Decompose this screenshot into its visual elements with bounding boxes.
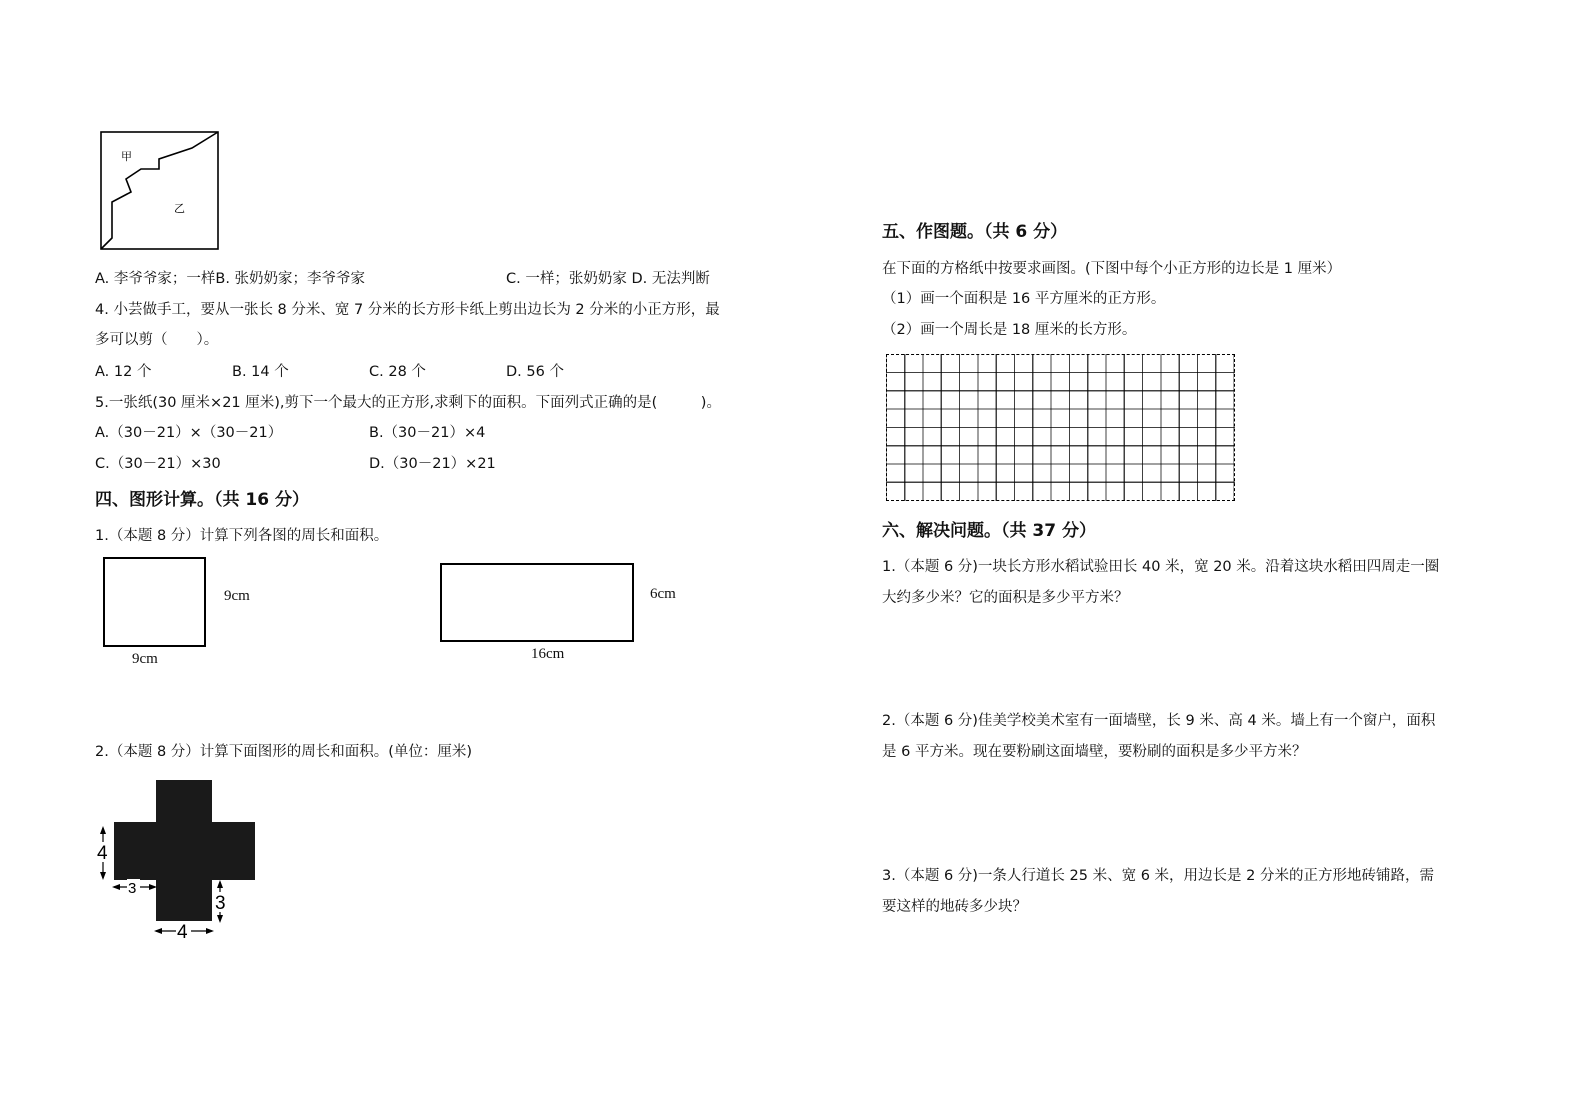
- q5-option-a: A.（30－21）×（30－21）: [95, 425, 283, 441]
- arm-width-label: 3: [128, 880, 137, 897]
- q4-option-a: A. 12 个: [95, 364, 152, 380]
- section5-intro: 在下面的方格纸中按要求画图。(下图中每个小正方形的边长是 1 厘米）: [882, 261, 1342, 277]
- drawing-grid: [886, 354, 1235, 501]
- q3-options-ab: A. 李爷爷家；一样B. 张奶奶家；李爷爷家: [95, 271, 366, 287]
- q5-option-b: B.（30－21）×4: [369, 425, 486, 441]
- square-side-label: 9cm: [224, 588, 250, 604]
- rectangle-bottom-label: 16cm: [531, 646, 565, 662]
- q4-stem-line1: 4. 小芸做手工，要从一张长 8 分米、宽 7 分米的长方形卡纸上剪出边长为 2 分米的小正方形，最: [95, 302, 720, 318]
- arrowhead: [217, 915, 223, 923]
- section4-q1: 1.（本题 8 分）计算下列各图的周长和面积。: [95, 528, 389, 544]
- bottom-height-label: 3: [215, 893, 226, 914]
- q4-option-b: B. 14 个: [232, 364, 289, 380]
- q4-option-d: D. 56 个: [506, 364, 564, 380]
- cross-shape: [114, 780, 255, 921]
- arrowhead: [217, 880, 223, 888]
- section5-title: 五、作图题。（共 6 分）: [882, 222, 1068, 242]
- section6-q2-line1: 2.（本题 6 分)佳美学校美术室有一面墙壁，长 9 米、高 4 米。墙上有一个窗户，面积: [882, 713, 1436, 729]
- section6-q3-line2: 要这样的地砖多少块？: [882, 899, 1027, 915]
- square-figure: [103, 557, 206, 647]
- square-bottom-label: 9cm: [132, 651, 158, 667]
- left-height-label: 4: [97, 843, 108, 864]
- arrowhead: [100, 826, 106, 834]
- region-label-jia: 甲: [121, 150, 132, 163]
- q4-option-c: C. 28 个: [369, 364, 426, 380]
- arrowhead: [154, 928, 162, 934]
- arrowhead: [149, 884, 157, 890]
- rectangle-side-label: 6cm: [650, 586, 676, 602]
- section5-item2: （2）画一个周长是 18 厘米的长方形。: [882, 322, 1137, 338]
- section5-item1: （1）画一个面积是 16 平方厘米的正方形。: [882, 291, 1166, 307]
- section6-q1-line2: 大约多少米？它的面积是多少平方米？: [882, 590, 1129, 606]
- section6-q1-line1: 1.（本题 6 分)一块长方形水稻试验田长 40 米，宽 20 米。沿着这块水稻田四周走一圈: [882, 559, 1440, 575]
- arrowhead: [100, 872, 106, 880]
- q5-option-d: D.（30－21）×21: [369, 456, 496, 472]
- arrowhead: [112, 884, 120, 890]
- arrowhead: [206, 928, 214, 934]
- rectangle-figure: [440, 563, 634, 642]
- q5-option-c: C.（30－21）×30: [95, 456, 221, 472]
- figure-outer-square: [101, 132, 218, 249]
- q5-stem: 5.一张纸(30 厘米×21 厘米),剪下一个最大的正方形,求剩下的面积。下面列式正确的是( )。: [95, 395, 721, 411]
- section4-title: 四、图形计算。（共 16 分）: [95, 490, 309, 510]
- division-figure: [98, 130, 222, 252]
- q3-options-cd: C. 一样；张奶奶家 D. 无法判断: [506, 271, 710, 287]
- q4-stem-line2: 多可以剪（ ）。: [95, 332, 219, 348]
- cross-figure: [92, 776, 262, 942]
- figure-dividing-line: [101, 132, 218, 249]
- section6-q2-line2: 是 6 平方米。现在要粉刷这面墙壁，要粉刷的面积是多少平方米？: [882, 744, 1307, 760]
- section6-title: 六、解决问题。（共 37 分）: [882, 521, 1096, 541]
- section4-q2: 2.（本题 8 分）计算下面图形的周长和面积。(单位：厘米): [95, 744, 473, 760]
- region-label-yi: 乙: [174, 202, 185, 215]
- bottom-width-label: 4: [177, 922, 188, 942]
- section6-q3-line1: 3.（本题 6 分)一条人行道长 25 米、宽 6 米，用边长是 2 分米的正方形地砖铺路，需: [882, 868, 1434, 884]
